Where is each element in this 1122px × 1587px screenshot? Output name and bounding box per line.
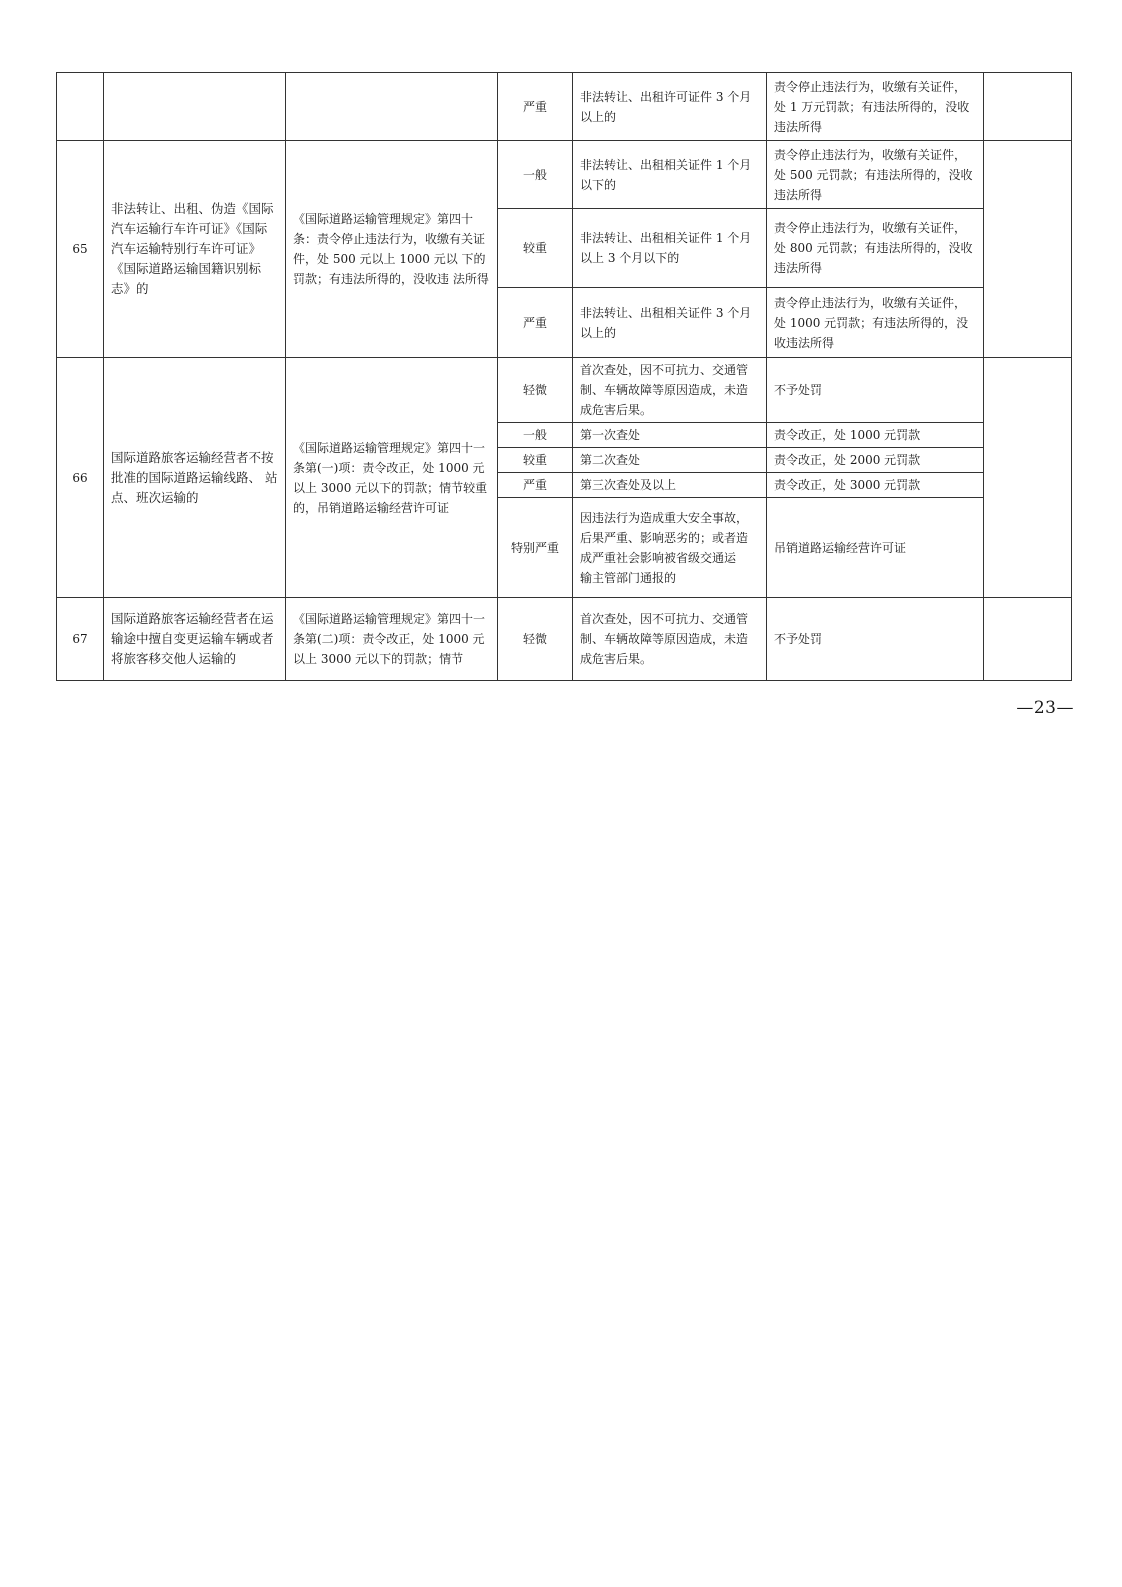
circumstance-text-line: 因违法行为造成重大安全事故， 后果严重、影响恶劣的；或者造 成严重社会影响被省级交通运 <box>580 510 749 565</box>
legal-basis-cell: 《国际道路运输管理规定》第四十一条第(一)项：责令改正，处 1000 元以上 3000 元以下的罚款；情节较重的，吊销道路运输经营许可证 <box>286 358 498 598</box>
level-cell: 严重 <box>498 73 573 141</box>
violation-text-line: 非法转让、出租、伪造《国际 汽车运输行车许可证》《国际 汽车运输特别行车许可证》 <box>111 201 274 256</box>
circumstance-cell: 第一次查处 <box>573 423 767 448</box>
legal-basis-cell: 《国际道路运输管理规定》第四十一条第(二)项：责令改正，处 1000 元以上 3000 元以下的罚款；情节 <box>286 598 498 681</box>
level-cell: 严重 <box>498 473 573 498</box>
circumstance-cell: 第三次查处及以上 <box>573 473 767 498</box>
circumstance-cell: 第二次查处 <box>573 448 767 473</box>
circumstance-cell <box>573 498 767 598</box>
item-number-cell: 66 <box>57 358 104 598</box>
page-number: —23— <box>1016 698 1074 718</box>
penalty-table <box>56 72 1072 681</box>
violation-text-line: 《国际道路运输国籍识别标 志》的 <box>111 261 262 296</box>
penalty-cell: 责令改正，处 2000 元罚款 <box>767 448 984 473</box>
level-cell: 较重 <box>498 209 573 288</box>
penalty-cell: 责令改正，处 3000 元罚款 <box>767 473 984 498</box>
table-row <box>57 141 1072 209</box>
circumstance-cell: 首次查处，因不可抗力、交通管制、车辆故障等原因造成，未造成危害后果。 <box>573 598 767 681</box>
violation-cell: 国际道路旅客运输经营者在运输途中擅自变更运输车辆或者将旅客移交他人运输的 <box>104 598 286 681</box>
violation-cell: 国际道路旅客运输经营者不按批准的国际道路运输线路、 站点、班次运输的 <box>104 358 286 598</box>
violation-cell <box>104 141 286 358</box>
penalty-cell: 吊销道路运输经营许可证 <box>767 498 984 598</box>
item-number-cell <box>57 73 104 141</box>
penalty-cell: 不予处罚 <box>767 598 984 681</box>
remark-cell <box>984 358 1072 598</box>
violation-cell <box>104 73 286 141</box>
level-cell: 特别严重 <box>498 498 573 598</box>
penalty-cell: 责令停止违法行为，收缴有关证件，处 1 万元罚款；有违法所得的，没收违法所得 <box>767 73 984 141</box>
penalty-cell: 责令停止违法行为，收缴有关证件，处 500 元罚款；有违法所得的，没收违法所得 <box>767 141 984 209</box>
level-cell: 一般 <box>498 141 573 209</box>
remark-cell <box>984 73 1072 141</box>
remark-cell <box>984 141 1072 358</box>
item-number-cell: 67 <box>57 598 104 681</box>
penalty-cell: 责令停止违法行为，收缴有关证件，处 1000 元罚款；有违法所得的，没收违法所得 <box>767 288 984 358</box>
table-row <box>57 598 1072 681</box>
level-cell: 轻微 <box>498 358 573 423</box>
legal-basis-cell <box>286 73 498 141</box>
remark-cell <box>984 598 1072 681</box>
circumstance-cell: 非法转让、出租相关证件 3 个月 以上的 <box>573 288 767 358</box>
circumstance-cell: 非法转让、出租相关证件 1 个月 以上 3 个月以下的 <box>573 209 767 288</box>
legal-basis-cell: 《国际道路运输管理规定》第四十条：责令停止违法行为，收缴有关证件，处 500 元以上 1000 元以 下的罚款；有违法所得的，没收违 法所得 <box>286 141 498 358</box>
level-cell: 一般 <box>498 423 573 448</box>
table-row <box>57 73 1072 141</box>
penalty-cell: 责令停止违法行为，收缴有关证件，处 800 元罚款；有违法所得的，没收违法所得 <box>767 209 984 288</box>
item-number-cell: 65 <box>57 141 104 358</box>
table-row <box>57 358 1072 423</box>
circumstance-cell: 非法转让、出租相关证件 1 个月 以下的 <box>573 141 767 209</box>
penalty-cell: 责令改正，处 1000 元罚款 <box>767 423 984 448</box>
penalty-cell: 不予处罚 <box>767 358 984 423</box>
level-cell: 较重 <box>498 448 573 473</box>
circumstance-cell: 首次查处，因不可抗力、交通管制、车辆故障等原因造成，未造成危害后果。 <box>573 358 767 423</box>
level-cell: 轻微 <box>498 598 573 681</box>
level-cell: 严重 <box>498 288 573 358</box>
circumstance-cell: 非法转让、出租许可证件 3 个月 以上的 <box>573 73 767 141</box>
circumstance-text-line: 输主管部门通报的 <box>580 570 677 585</box>
